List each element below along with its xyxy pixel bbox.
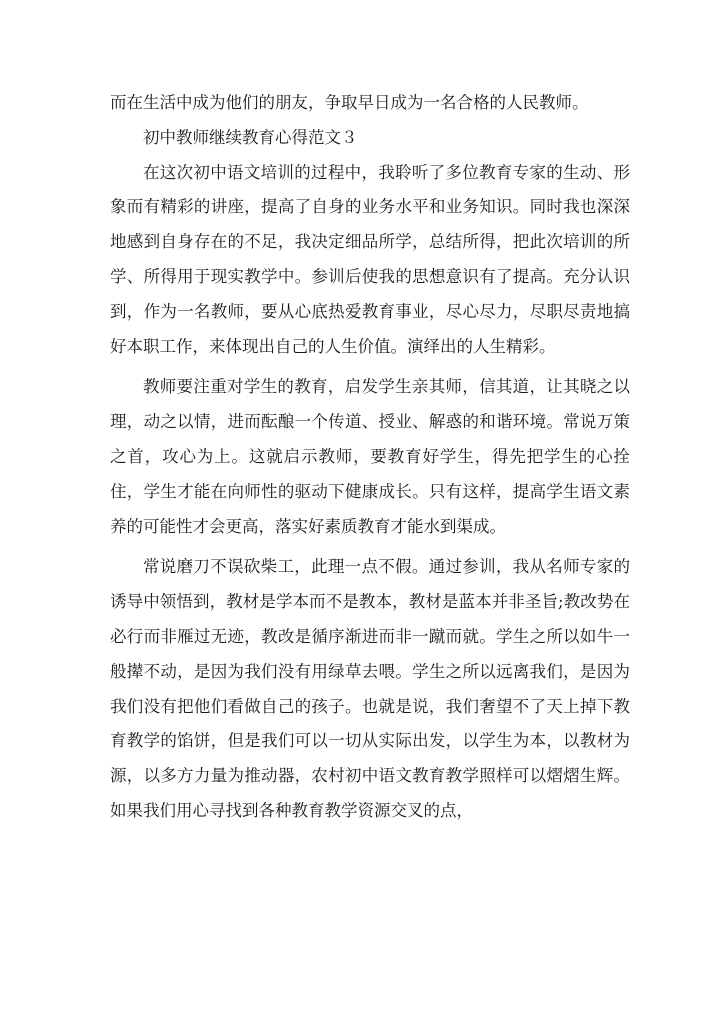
paragraph-2: 教师要注重对学生的教育，启发学生亲其师，信其道，让其晓之以理，动之以情，进而酝酿一个传道、授业、解惑的和谐环境。常说万策之首，攻心为上。这就启示教师，要教育好学生，得先把学生的心拴住，学生才能在向师性的驱动下健康成长。只有这样，提高学生语文素养的可能性才会更高，落实好素质教育才能水到渠成。	[110, 377, 630, 536]
paragraph-3: 常说磨刀不误砍柴工，此理一点不假。通过参训，我从名师专家的诱导中领悟到，教材是学本而不是教本，教材是蓝本并非圣旨;教改势在必行而非雁过无迹，教改是循序渐进而非一蹴而就。学生之所以如牛一般撵不动，是因为我们没有用绿草去喂。学生之所以远离我们，是因为我们没有把他们看做自己的孩子。也就是说，我们奢望不了天上掉下教育教学的馅饼，但是我们可以一切从实际出发，以学生为本，以教材为源，以多方力量为推动器，农村初中语文教育教学照样可以熠熠生辉。如果我们用心寻找到各种教育教学资源交叉的点，	[110, 557, 630, 820]
continuation-line: 而在生活中成为他们的朋友，争取早日成为一名合格的人民教师。	[110, 93, 589, 112]
document-body	[110, 86, 630, 829]
section-title: 初中教师继续教育心得范文３	[143, 127, 358, 147]
paragraph-1: 在这次初中语文培训的过程中，我聆听了多位教育专家的生动、形象而有精彩的讲座，提高了自身的业务水平和业务知识。同时我也深深地感到自身存在的不足，我决定细品所学，总结所得，把此次培训的所学、所得用于现实教学中。参训后使我的思想意识有了提高。充分认识到，作为一名教师，要从心底热爱教育事业，尽心尽力，尽职尽责地搞好本职工作，来体现出自己的人生价值。演绎出的人生精彩。	[110, 162, 630, 356]
